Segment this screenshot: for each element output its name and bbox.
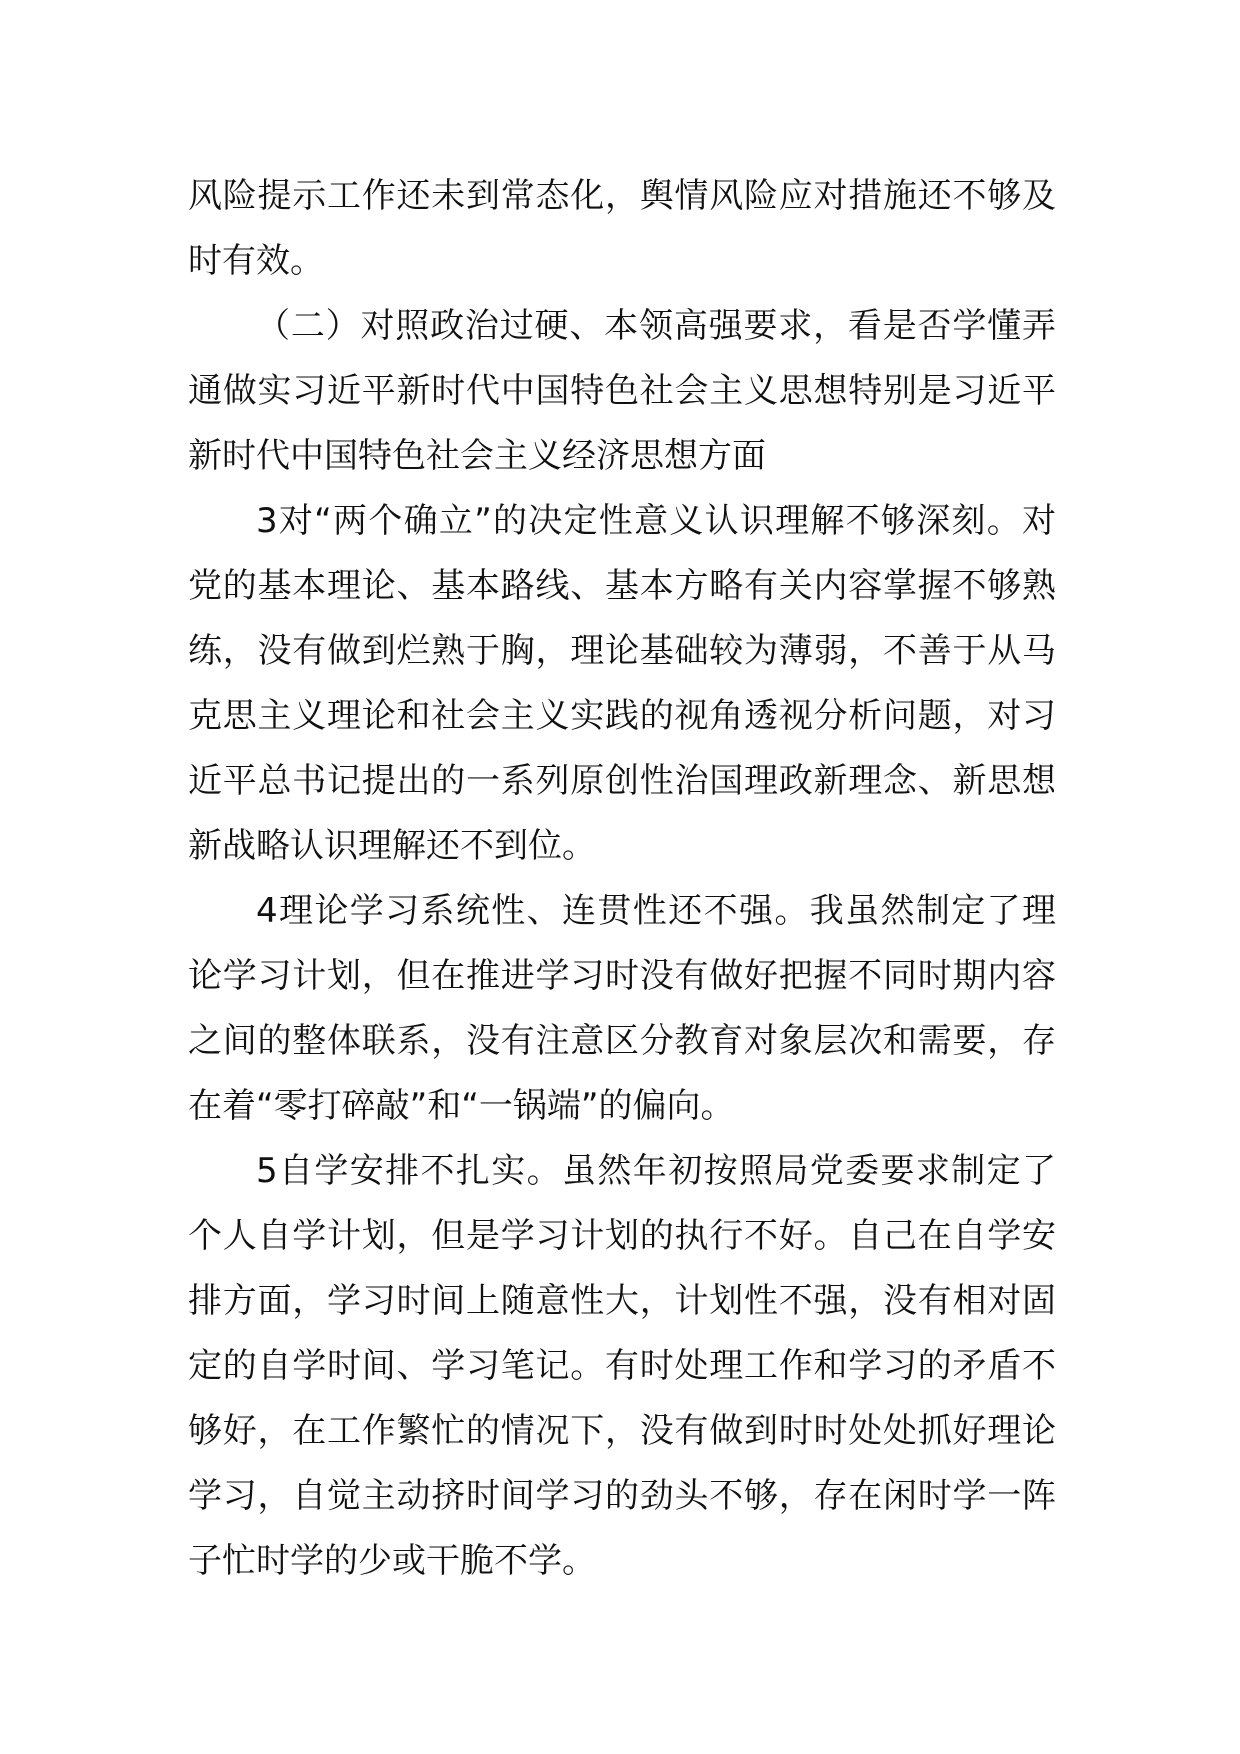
paragraph-item-3: 3对“两个确立”的决定性意义认识理解不够深刻。对党的基本理论、基本路线、基本方略有关内容掌握不够熟练，没有做到烂熟于胸，理论基础较为薄弱，不善于从马克思主义理论和社会主义实践的视角透视分析问题，对习近平总书记提出的一系列原创性治国理政新理念、新思想新战略认识理解还不到位。 bbox=[188, 501, 1056, 866]
document-body bbox=[188, 164, 1056, 1594]
paragraph-section-heading: （二）对照政治过硬、本领高强要求，看是否学懂弄通做实习近平新时代中国特色社会主义思想特别是习近平新时代中国特色社会主义经济思想方面 bbox=[188, 306, 1056, 476]
paragraph-item-4: 4理论学习系统性、连贯性还不强。我虽然制定了理论学习计划，但在推进学习时没有做好把握不同时期内容之间的整体联系，没有注意区分教育对象层次和需要，存在着“零打碎敲”和“一锅端”的偏向。 bbox=[188, 891, 1056, 1126]
paragraph-continuation: 风险提示工作还未到常态化，舆情风险应对措施还不够及时有效。 bbox=[188, 176, 1056, 281]
paragraph-item-5: 5自学安排不扎实。虽然年初按照局党委要求制定了个人自学计划，但是学习计划的执行不好。自己在自学安排方面，学习时间上随意性大，计划性不强，没有相对固定的自学时间、学习笔记。有时处理工作和学习的矛盾不够好，在工作繁忙的情况下，没有做到时时处处抓好理论学习，自觉主动挤时间学习的劲头不够，存在闲时学一阵子忙时学的少或干脆不学。 bbox=[188, 1151, 1056, 1581]
